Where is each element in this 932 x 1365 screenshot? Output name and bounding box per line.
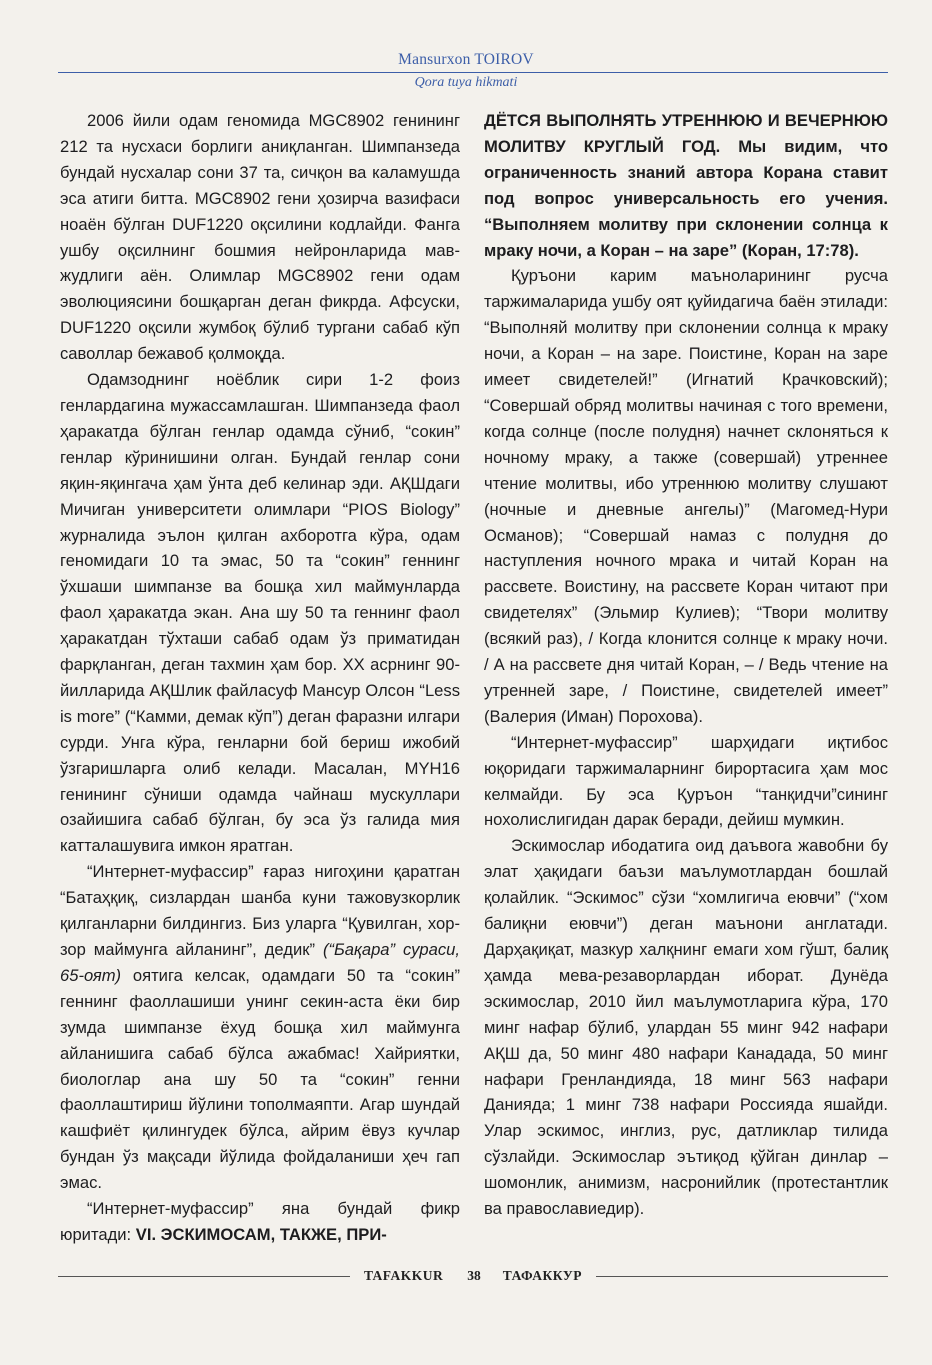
footer-rule-right — [596, 1276, 888, 1277]
running-header-author: Mansurxon TOIROV — [398, 51, 534, 68]
verse-reference: (“Бақара” сураси, 65-оят) — [60, 940, 460, 985]
paragraph-text: “Интернет-муфассир” яна бундай фикр юритади: — [60, 1199, 460, 1244]
footer-rule-left — [58, 1276, 350, 1277]
paragraph: Одамзоднинг ноёблик сири 1-2 фоиз генлардагина мужассамлашган. Шимпанзеда фаол ҳаракатда бўлган генлар одамда сўниб, “сокин” генлар кўринишини олган. Бундай генлар сони яқин-яқингача ҳам ўнта деб келинар эди. АҚШдаги Мичиган университети олимлари “PIOS Biology” журналида эълон қилган ахборотга кўра, одам геномидаги 10 та эмас, 50 та “сокин” геннинг ўхшаши шимпанзе ва бошқа хил маймунларда фаол ҳаракатда экан. Ана шу 50 та геннинг фаол ҳаракатдан тўхташи сабаб одам ўз приматидан фарқланган, деган тахмин ҳам бор. XX асрнинг 90-йилларида АҚШлик файласуф Мансур Олсон “Less is more” (“Камми, демак кўп”) деган фаразни илгари сурди. Унга кўра, генларни бой бериш ижобий ўзгаришларга олиб келади. Масалан, MYH16 генининг сўниши одамда чайнаш мускуллари озайишига сабаб бўлган, бу эса ўз галида мия катталашувига имкон яратган. — [60, 370, 460, 856]
running-header-title: Qora tuya hikmati — [414, 75, 518, 90]
paragraph: Эскимослар ибодатига оид даъвога жавобни бу элат ҳақидаги баъзи маълумотлардан бошлай қолайлик. “Эскимос” сўзи “хомлигича еювчи” (“хом балиқни еювчи”) деган маънони англатади. Дарҳақиқат, мазкур халқнинг емаги хом гўшт, балиқ ҳамда мева-резаворлардан иборат. Дунёда эскимослар, 2010 йил маълумотларига кўра, 170 минг нафар бўлиб, улардан 55 минг 942 нафари АҚШ да, 50 минг 480 нафари Канадада, 50 минг нафари Гренландияда, 18 минг 563 нафари Данияда; 1 минг 738 нафари Россияда яшайди. Улар эскимос, инглиз, рус, датликлар тилида сўзлайди. Эскимослар эътиқод қўйган динлар – шомонлик, анимизм, насронийлик (протестантлик ва православиедир). — [484, 836, 888, 1219]
footer-brand-latin: TAFAKKUR — [364, 1268, 444, 1283]
right-column — [484, 108, 888, 1222]
quoted-claim-continuation: ДЁТСЯ ВЫПОЛНЯТЬ УТРЕННЮЮ И ВЕЧЕРНЮЮ МОЛИТВУ КРУГЛЫЙ ГОД. Мы видим, что ограниченность знаний автора Корана ставит под вопрос универсальность его учения. “Выполняем молитву при склонении солнца к мраку ночи, а Коран – на заре” (Коран, 17:78). — [484, 111, 888, 260]
header-rule — [58, 72, 888, 73]
paragraph: 2006 йили одам геномида MGC8902 генининг 212 та нусхаси борлиги аниқланган. Шимпанзеда бундай нусхалар сони 37 та, сичқон ва каламушда эса атиги битта. MGC8902 гени ҳозирча вазифаси ноаён бўлган DUF1220 оқсилини кодлайди. Фанга ушбу оқсилнинг бошмия нейронларида мавжудлиги аён. Олимлар MGC8902 гени одам эволюциясини бошқарган деган фикрда. Афсуски, DUF1220 оқсили жумбоқ бўлиб тургани сабаб кўп саволлар бежавоб қолмоқда. — [60, 111, 460, 364]
page-number: 38 — [467, 1268, 481, 1283]
paragraph-text: “Интернет-муфассир” ғараз нигоҳини қаратган “Батаҳқиқ, сизлардан шанба куни тажовузкорлик қилганларни билдингиз. Биз уларга “Қувилган, хор-зор маймунга айланинг”, дедик” — [60, 862, 460, 959]
paragraph — [60, 1196, 460, 1248]
paragraph: Қуръони карим маъноларининг русча таржималарида ушбу оят қуйидагича баён этилади: “Выполняй молитву при склонении солнца к мраку ночи, а Коран – на заре. Поистине, Коран на заре имеет свидетелей!” (Игнатий Крачковский); “Совершай обряд молитвы начиная с того времени, когда солнце (после полудня) начнет склоняться к ночному мраку, а также (совершай) утреннее чтение молитвы, ибо утреннюю молитву слушают (ночные и дневные ангелы)” (Магомед-Нури Османов); “Совершай намаз с полудня до наступления ночного мрака и читай Коран на рассвете. Воистину, на рассвете Коран читают при свидетелях” (Эльмир Кулиев); “Твори молитву (всякий раз), / Когда клонится солнце к мраку ночи. / А на рассвете дня читай Коран, – / Ведь чтение на утренней заре, / Поистине, свидетелей имеет” (Валерия (Иман) Порохова). — [484, 266, 888, 726]
footer-brand-cyrillic: ТАФАККУР — [502, 1268, 582, 1283]
paragraph — [60, 859, 460, 1196]
paragraph: “Интернет-муфассир” шарҳидаги иқтибос юқоридаги таржималарнинг бирортасига ҳам мос келмайди. Бу эса Қуръон “танқидчи”сининг нохолислигидан дарак беради, дейиш мумкин. — [484, 732, 888, 830]
quoted-claim: VI. ЭСКИМОСАМ, ТАКЖЕ, ПРИ- — [135, 1224, 387, 1244]
page-footer — [58, 1268, 888, 1284]
paragraph-text: оятига келсак, одамдаги 50 та “сокин” геннинг фаоллашиши унинг секин-аста ёки бир зумда шимпанзе ёхуд бошқа хил маймунга айланишига сабаб бўлса ажабмас! Хайриятки, биологлар ана шу 50 та “сокин” генни фаоллаштириш йўлини тополмаяпти. Агар шундай кашфиёт қилингудек бўлса, айрим ёвуз кучлар бундан ўз мақсади йўлида фойдаланиши ҳеч гап эмас. — [60, 965, 460, 1193]
left-column — [60, 108, 460, 1248]
